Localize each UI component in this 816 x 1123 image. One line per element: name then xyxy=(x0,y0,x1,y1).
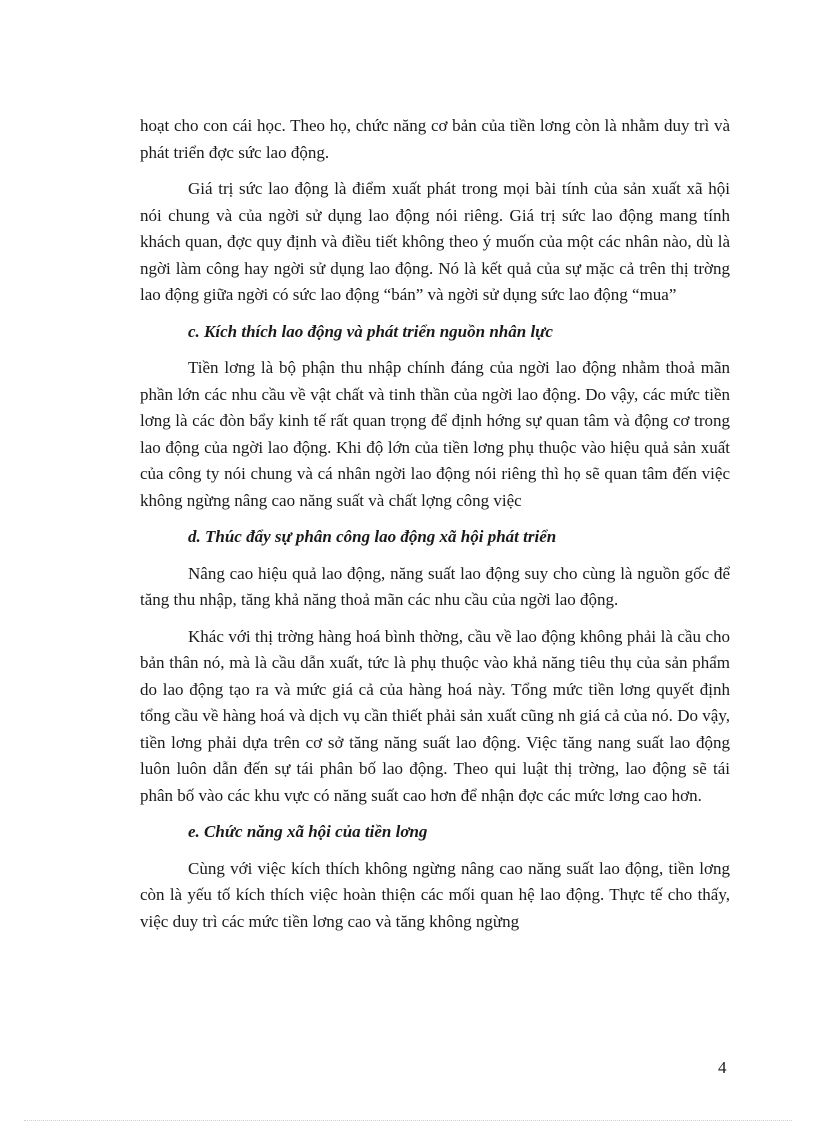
paragraph-2: Giá trị sức lao động là điểm xuất phát trong mọi bài tính của sản xuất xã hội nói chung và của ngời sử dụng lao động nói riêng. Giá trị sức lao động mang tính khách quan, đợc quy định và điều tiết không theo ý muốn của một các nhân nào, dù là ngời làm công hay ngời sử dụng lao động. Nó là kết quả của sự mặc cả trên thị trờng lao động giữa ngời có sức lao động “bán” và ngời sử dụng sức lao động “mua” xyxy=(140,179,730,304)
section-heading-c: c. Kích thích lao động và phát triển nguồn nhân lực xyxy=(188,321,553,341)
page-number: 4 xyxy=(718,1058,727,1077)
section-heading-d: d. Thúc đẩy sự phân công lao động xã hội phát triển xyxy=(188,527,557,546)
paragraph-4: Nâng cao hiệu quả lao động, năng suất lao động suy cho cùng là nguồn gốc để tăng thu nhập, tăng khả năng thoả mãn các nhu cầu của ngời lao động. xyxy=(140,563,730,609)
section-heading-e: e. Chức năng xã hội của tiền lơng xyxy=(188,822,428,841)
paragraph-5: Khác với thị trờng hàng hoá bình thờng, cầu về lao động không phải là cầu cho bản thân nó, mà là cầu dẫn xuất, tức là phụ thuộc vào khả năng tiêu thụ của sản phẩm do lao động tạo ra và mức giá cả của hàng hoá này. Tổng mức tiền lơng quyết định tổng cầu về hàng hoá và dịch vụ cần thiết phải sản xuất cũng nh giá cả của nó. Do vậy, tiền lơng phải dựa trên cơ sở tăng năng suất lao động. Việc tăng nang suất lao động luôn luôn dẫn đến sự tái phân bố lao động. Theo qui luật thị trờng, lao động sẽ tái phân bố vào các khu vực có năng suất cao hơn để nhận đợc các mức lơng cao hơn. xyxy=(140,626,730,805)
paragraph-3: Tiền lơng là bộ phận thu nhập chính đáng của ngời lao động nhằm thoả mãn phần lớn các nhu cầu về vật chất và tinh thần của ngời lao động. Do vậy, các mức tiền lơng là các đòn bẩy kinh tế rất quan trọng để định hớng sự quan tâm và động cơ trong lao động của ngời lao động. Khi độ lớn của tiền lơng phụ thuộc vào hiệu quả sản xuất của công ty nói chung và cá nhân ngời lao động nói riêng thì họ sẽ quan tâm đến việc không ngừng nâng cao năng suất và chất lợng công việc xyxy=(140,358,730,510)
paragraph-6: Cùng với việc kích thích không ngừng nâng cao năng suất lao động, tiền lơng còn là yếu tố kích thích việc hoàn thiện các mối quan hệ lao động. Thực tế cho thấy, việc duy trì các mức tiền lơng cao và tăng không ngừng xyxy=(140,858,730,931)
paragraph-1: hoạt cho con cái học. Theo họ, chức năng cơ bản của tiền lơng còn là nhằm duy trì và phát triển đợc sức lao động. xyxy=(140,116,730,162)
footer-divider xyxy=(24,1120,792,1121)
page-body xyxy=(140,113,730,935)
